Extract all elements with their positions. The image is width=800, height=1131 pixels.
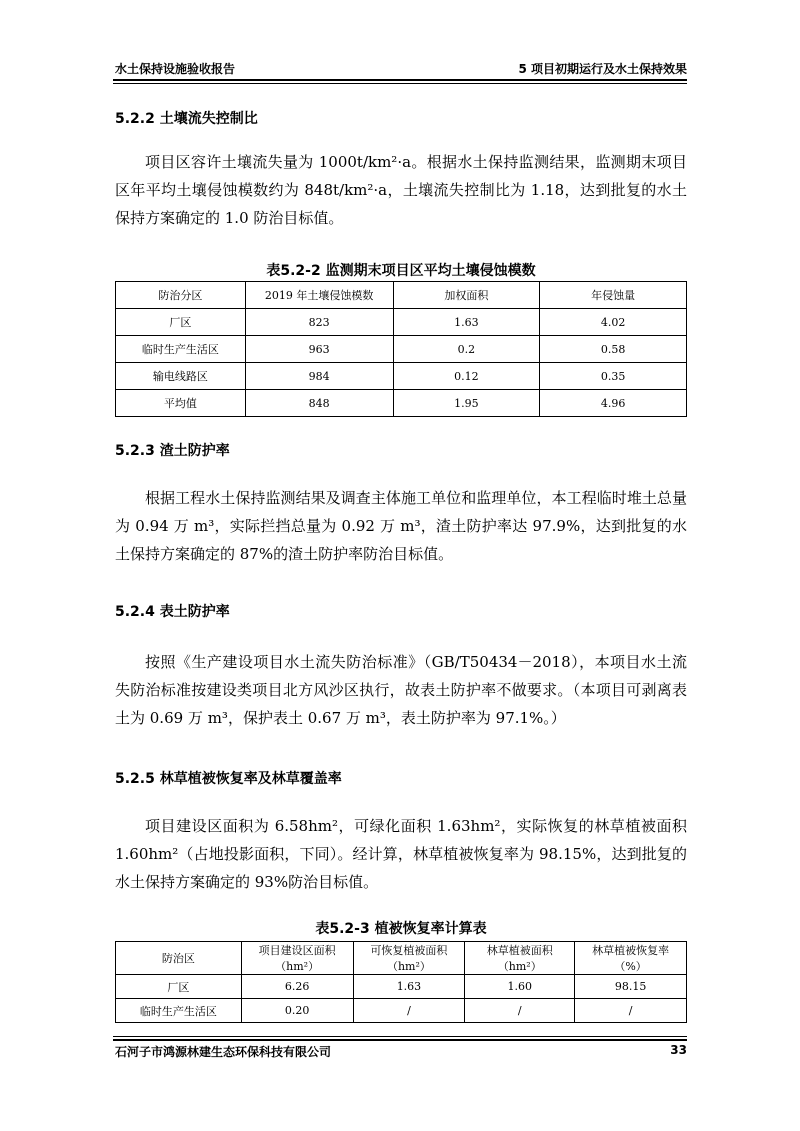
- page-number: 33: [670, 1043, 687, 1057]
- table-vegetation-recovery: [115, 941, 687, 1023]
- section-5-2-2-paragraph: 项目区容许土壤流失量为 1000t/km²·a。根据水土保持监测结果，监测期末项目区年平均土壤侵蚀模数约为 848t/km²·a，土壤流失控制比为 1.18，达到批复的水土保持方案确定的 1.0 防治目标值。: [115, 153, 687, 227]
- section-heading-5-2-2: 5.2.2 土壤流失控制比: [115, 111, 258, 127]
- table-5-2-3-caption: 表5.2-3 植被恢复率计算表: [315, 921, 487, 937]
- header-chapter-title: 5 项目初期运行及水土保持效果: [518, 62, 687, 76]
- table-header-cell: [465, 942, 575, 975]
- table-header-cell: 防治分区: [116, 282, 246, 309]
- footer-rule-thin: [113, 1036, 687, 1037]
- table-row: [116, 390, 687, 417]
- header-line: 项目建设区面积: [258, 944, 336, 957]
- table-cell: 1.63: [393, 309, 540, 336]
- footer-company: 石河子市鸿源林建生态环保科技有限公司: [115, 1045, 332, 1059]
- table-cell: 厂区: [116, 309, 246, 336]
- table-row: [116, 999, 687, 1023]
- page-header: [115, 55, 687, 77]
- table-row: [116, 975, 687, 999]
- section-5-2-4-paragraph: 按照《生产建设项目水土流失防治标准》（GB/T50434－2018），本项目水土流失防治标准按建设类项目北方风沙区执行，故表土防护率不做要求。（本项目可剥离表土为 0.69 万 m³，保护表土 0.67 万 m³，表土防护率为 97.1%。）: [115, 653, 687, 727]
- table-cell: 98.15: [575, 975, 687, 999]
- table-cell: 848: [245, 390, 393, 417]
- header-line: 林草植被面积: [486, 944, 553, 957]
- section-heading-5-2-3: 5.2.3 渣土防护率: [115, 443, 230, 459]
- table-cell: 临时生产生活区: [116, 336, 246, 363]
- table-cell: 823: [245, 309, 393, 336]
- table-cell: 963: [245, 336, 393, 363]
- table-cell: /: [465, 999, 575, 1023]
- table-cell: 输电线路区: [116, 363, 246, 390]
- table-header-row: [116, 942, 687, 975]
- table-cell: 0.12: [393, 363, 540, 390]
- table-header-cell: [353, 942, 465, 975]
- header-unit: （hm²）: [386, 960, 431, 973]
- table-header-cell: [241, 942, 353, 975]
- table-header-cell: 2019 年土壤侵蚀模数: [245, 282, 393, 309]
- table-cell: 0.2: [393, 336, 540, 363]
- header-report-title: 水土保持设施验收报告: [115, 62, 236, 76]
- table-erosion-modulus: [115, 281, 687, 417]
- table-cell: 984: [245, 363, 393, 390]
- section-heading-5-2-4: 5.2.4 表土防护率: [115, 604, 230, 620]
- table-cell: 1.95: [393, 390, 540, 417]
- header-line: 防治区: [161, 952, 195, 965]
- table-header-cell: 加权面积: [393, 282, 540, 309]
- table-cell: 厂区: [116, 975, 242, 999]
- table-header-cell: [575, 942, 687, 975]
- table-cell: /: [575, 999, 687, 1023]
- page-footer: [115, 1043, 687, 1060]
- table-cell: 0.58: [540, 336, 687, 363]
- section-5-2-3-paragraph: 根据工程水土保持监测结果及调查主体施工单位和监理单位，本工程临时堆土总量为 0.94 万 m³，实际拦挡总量为 0.92 万 m³，渣土防护率达 97.9%，达到批复的水土保持方案确定的 87%的渣土防护率防治目标值。: [115, 489, 687, 563]
- table-cell: /: [353, 999, 465, 1023]
- footer-rule: [113, 1039, 687, 1041]
- table-5-2-2-caption: 表5.2-2 监测期末项目区平均土壤侵蚀模数: [266, 263, 536, 279]
- header-unit: （hm²）: [275, 960, 320, 973]
- table-cell: 0.20: [241, 999, 353, 1023]
- header-rule-thin: [113, 83, 687, 84]
- table-cell: 平均值: [116, 390, 246, 417]
- table-cell: 1.63: [353, 975, 465, 999]
- table-cell: 6.26: [241, 975, 353, 999]
- table-row: [116, 363, 687, 390]
- table-header-cell: [116, 942, 242, 975]
- table-cell: 1.60: [465, 975, 575, 999]
- section-heading-5-2-5: 5.2.5 林草植被恢复率及林草覆盖率: [115, 771, 342, 787]
- table-cell: 0.35: [540, 363, 687, 390]
- table-cell: 临时生产生活区: [116, 999, 242, 1023]
- table-row: [116, 336, 687, 363]
- table-cell: 4.96: [540, 390, 687, 417]
- header-line: 林草植被恢复率: [592, 944, 670, 957]
- header-unit: （hm²）: [497, 960, 542, 973]
- section-5-2-5-paragraph: 项目建设区面积为 6.58hm²，可绿化面积 1.63hm²，实际恢复的林草植被面积 1.60hm²（占地投影面积，下同）。经计算，林草植被恢复率为 98.15%，达到批复的水土保持方案确定的 93%防治目标值。: [115, 817, 687, 891]
- table-row: [116, 309, 687, 336]
- table-cell: 4.02: [540, 309, 687, 336]
- table-header-cell: 年侵蚀量: [540, 282, 687, 309]
- table-header-row: [116, 282, 687, 309]
- header-rule: [113, 79, 687, 81]
- header-line: 可恢复植被面积: [370, 944, 448, 957]
- header-unit: （%）: [614, 960, 647, 973]
